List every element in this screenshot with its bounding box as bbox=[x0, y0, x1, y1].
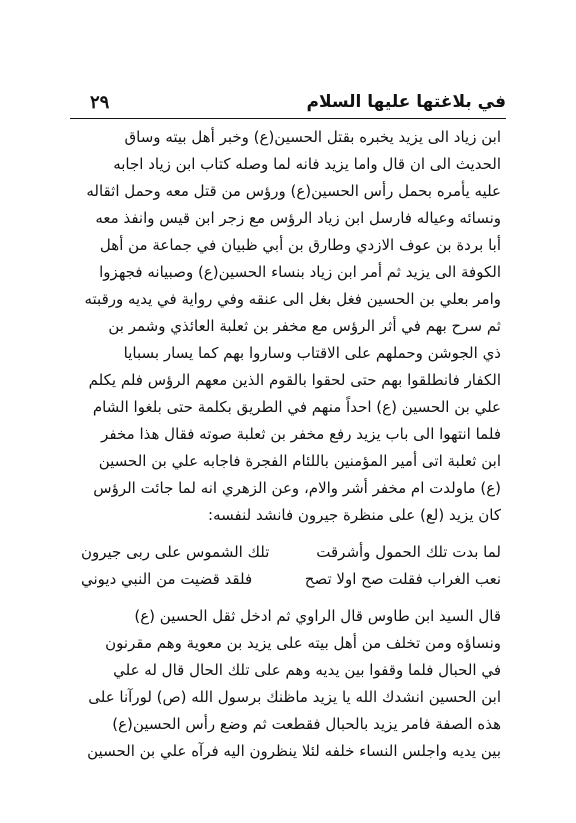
verse-first-hemistich: لما بدت تلك الحمول وأشرقت bbox=[316, 543, 501, 561]
text-line: في الحبال فلما وقفوا بين يديه وهم على تلك الحال قال له علي bbox=[113, 661, 501, 679]
text-line: كان يزيد (لع) على منظرة جيرون فانشد لنفسه: bbox=[208, 506, 501, 524]
text-line: وامر بعلي بن الحسين فغل بغل الى عنقه وفي رواية في يديه ورقبته bbox=[84, 290, 501, 308]
text-line: أبا بردة بن عوف الازدي وطارق بن أبي ظبيان في جماعة من أهل bbox=[99, 236, 501, 254]
text-line: فلما انتهوا الى باب يزيد رفع مخفر بن ثعلبة صوته فقال هذا مخفر bbox=[101, 425, 501, 443]
paragraph-1 bbox=[81, 124, 501, 529]
running-title: في بلاغتها عليها السلام bbox=[306, 92, 506, 112]
text-line: ثم سرح بهم في أثر الرؤس مع مخفر بن ثعلبة العائذي وشمر بن bbox=[108, 317, 501, 335]
main-text bbox=[81, 124, 501, 765]
verse-second-hemistich: تلك الشموس على ربى جيرون bbox=[81, 543, 270, 561]
text-line: ونسائه وعياله فارسل ابن زياد الرؤس مع زجر ابن قيس وانفذ معه bbox=[95, 209, 501, 227]
text-line: ابن الحسين انشدك الله يا يزيد ماظنك برسول الله (ص) لورآنا على bbox=[88, 688, 501, 706]
verse-second-hemistich: فلقد قضيت من النبي ديوني bbox=[81, 570, 253, 588]
text-line: ابن زياد الى يزيد يخبره بقتل الحسين(ع) وخبر أهل بيته وساق bbox=[124, 128, 501, 146]
page-number: ٢٩ bbox=[90, 92, 110, 113]
page-header bbox=[70, 90, 506, 119]
text-line: علي بن الحسين (ع) احداً منهم في الطريق بكلمة حتى بلغوا الشام bbox=[92, 398, 501, 416]
poetry-block bbox=[81, 539, 501, 593]
text-line: الكوفة الى يزيد ثم أمر ابن زياد بنساء الحسين(ع) وصبيانه فجهزوا bbox=[99, 263, 501, 281]
verse-first-hemistich: نعب الغراب فقلت صح اولا تصح bbox=[304, 570, 501, 588]
paragraph-2 bbox=[81, 603, 501, 765]
text-line: هذه الصفة فامر يزيد بالحبال فقطعت ثم وضع رأس الحسين(ع) bbox=[112, 715, 501, 733]
text-line: ونساؤه ومن تخلف من أهل بيته على يزيد بن معوية وهم مقرنون bbox=[105, 634, 501, 652]
text-line: قال السيد ابن طاوس قال الراوي ثم ادخل ثقل الحسين (ع) bbox=[134, 607, 501, 625]
text-line: بين يديه واجلس النساء خلفه لئلا ينظرون اليه فرآه علي بن الحسين bbox=[87, 742, 501, 760]
text-line: الكفار فانطلقوا بهم حتى لحقوا بالقوم الذين معهم الرؤس فلم يكلم bbox=[88, 371, 501, 389]
text-line: (ع) ماولدت ام مخفر أشر والام، وعن الزهري انه لما جائت الرؤس bbox=[93, 479, 501, 497]
text-line: الحديث الى ان قال واما يزيد فانه لما وصله كتاب ابن زياد اجابه bbox=[113, 155, 501, 173]
text-line: ابن ثعلبة اتى أمير المؤمنين باللئام الفجرة فاجابه علي بن الحسين bbox=[98, 452, 501, 470]
verse bbox=[81, 566, 501, 593]
text-line: ذي الجوشن وحملهم على الاقتاب وساروا بهم كما يسار بسبايا bbox=[123, 344, 501, 362]
verse bbox=[81, 539, 501, 566]
text-line: عليه يأمره بحمل رأس الحسين(ع) ورؤس من قتل معه وحمل اثقاله bbox=[86, 182, 501, 200]
